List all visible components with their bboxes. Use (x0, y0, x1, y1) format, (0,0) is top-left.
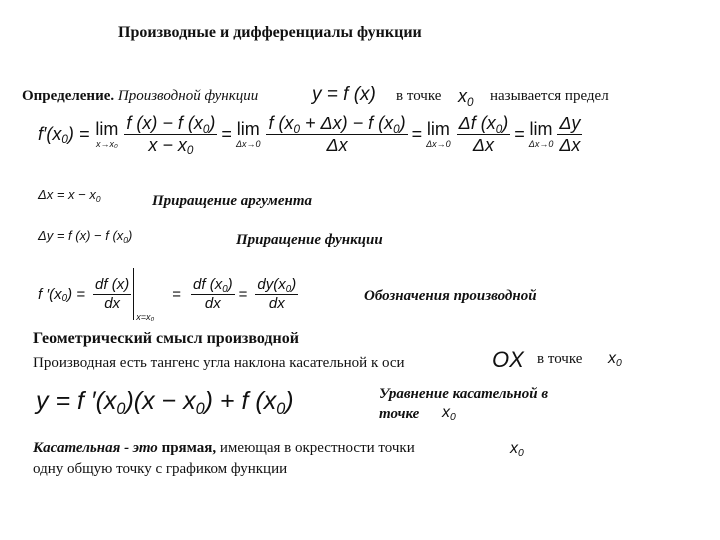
geometric-at-point: в точке (537, 351, 583, 367)
limit-formula (38, 113, 582, 158)
geometric-point: x0 (608, 350, 622, 370)
notation-fraction-3: $\frac{dy(x0)}{dx}$ (257, 276, 297, 312)
tangent-label-point: x0 (442, 404, 456, 424)
geometric-text: Производная есть тангенс угла наклона касательной к оси (33, 355, 405, 371)
notation-equals-2: = (238, 285, 248, 303)
notation-eval-sub: x=x₀ (136, 312, 155, 322)
definition-label: Определение. (22, 88, 115, 104)
increment-func-label: Приращение функции (236, 232, 383, 248)
geometric-axis: OX (492, 347, 524, 372)
definition-point: x0 (458, 86, 474, 109)
fraction-1: $\frac{f (x) - f (x0)}{x - x0}$ (126, 113, 216, 158)
limit-operator-2: lim Δx→0 (235, 119, 261, 150)
equals-3: = (514, 123, 525, 144)
limit-operator-4: lim Δx→0 (528, 119, 554, 150)
tangent-formula: y = f ′(x0)(x − x0) + f (x0) (36, 387, 294, 418)
fraction-2: $\frac{f (x0 + \Delta x) - f (x0)}{\Delta x}$ (268, 113, 406, 155)
definition-called-limit: называется предел (490, 88, 609, 104)
fraction-4: $\frac{\Delta y}{\Delta x}$ (559, 113, 581, 155)
increment-arg-label: Приращение аргумента (152, 193, 312, 209)
definition-function: y = f (x) (312, 84, 376, 105)
equals-2: = (411, 123, 423, 144)
page-title: Производные и дифференциалы функции (118, 24, 422, 41)
notation-label: Обозначения производной (364, 288, 537, 304)
limit-lhs: f′(x0) = (38, 123, 90, 147)
increment-func-formula: Δy = f (x) − f (x0) (38, 228, 133, 245)
equals-1: = (221, 123, 232, 144)
tangent-word: Касательная (33, 440, 121, 456)
fraction-3: $\frac{\Delta f (x0)}{\Delta x}$ (458, 113, 509, 155)
tangent-label-line2: точке (379, 406, 420, 422)
tangent-definition-point: x0 (510, 440, 524, 460)
tangent-bold-word: прямая, (161, 440, 217, 456)
increment-arg-formula: Δx = x − x0 (38, 187, 101, 204)
limit-operator-1: lim x→x₀ (95, 119, 119, 150)
limit-operator-3: lim Δx→0 (426, 119, 451, 150)
geometric-heading: Геометрический смысл производной (33, 330, 299, 347)
notation-lhs: f ′(x0) = (38, 285, 86, 305)
tangent-definition-line1: Касательная - это прямая, имеющая в окрестности точки (33, 440, 415, 456)
notation-fraction-2: $\frac{df (x0)}{dx}$ (193, 276, 233, 312)
tangent-label-line1: Уравнение касательной в (379, 386, 549, 402)
definition-at-point: в точке (396, 88, 442, 104)
tangent-definition-line2: одну общую точку с графиком функции (33, 461, 288, 477)
notation-formula (38, 268, 298, 320)
notation-fraction-1: $\frac{df (x)}{dx}$ (95, 276, 130, 312)
evaluation-bar (133, 268, 134, 320)
definition-italic-text: Производной функции (117, 88, 259, 104)
notation-equals-1: = (172, 285, 182, 303)
definition-line (22, 88, 258, 105)
